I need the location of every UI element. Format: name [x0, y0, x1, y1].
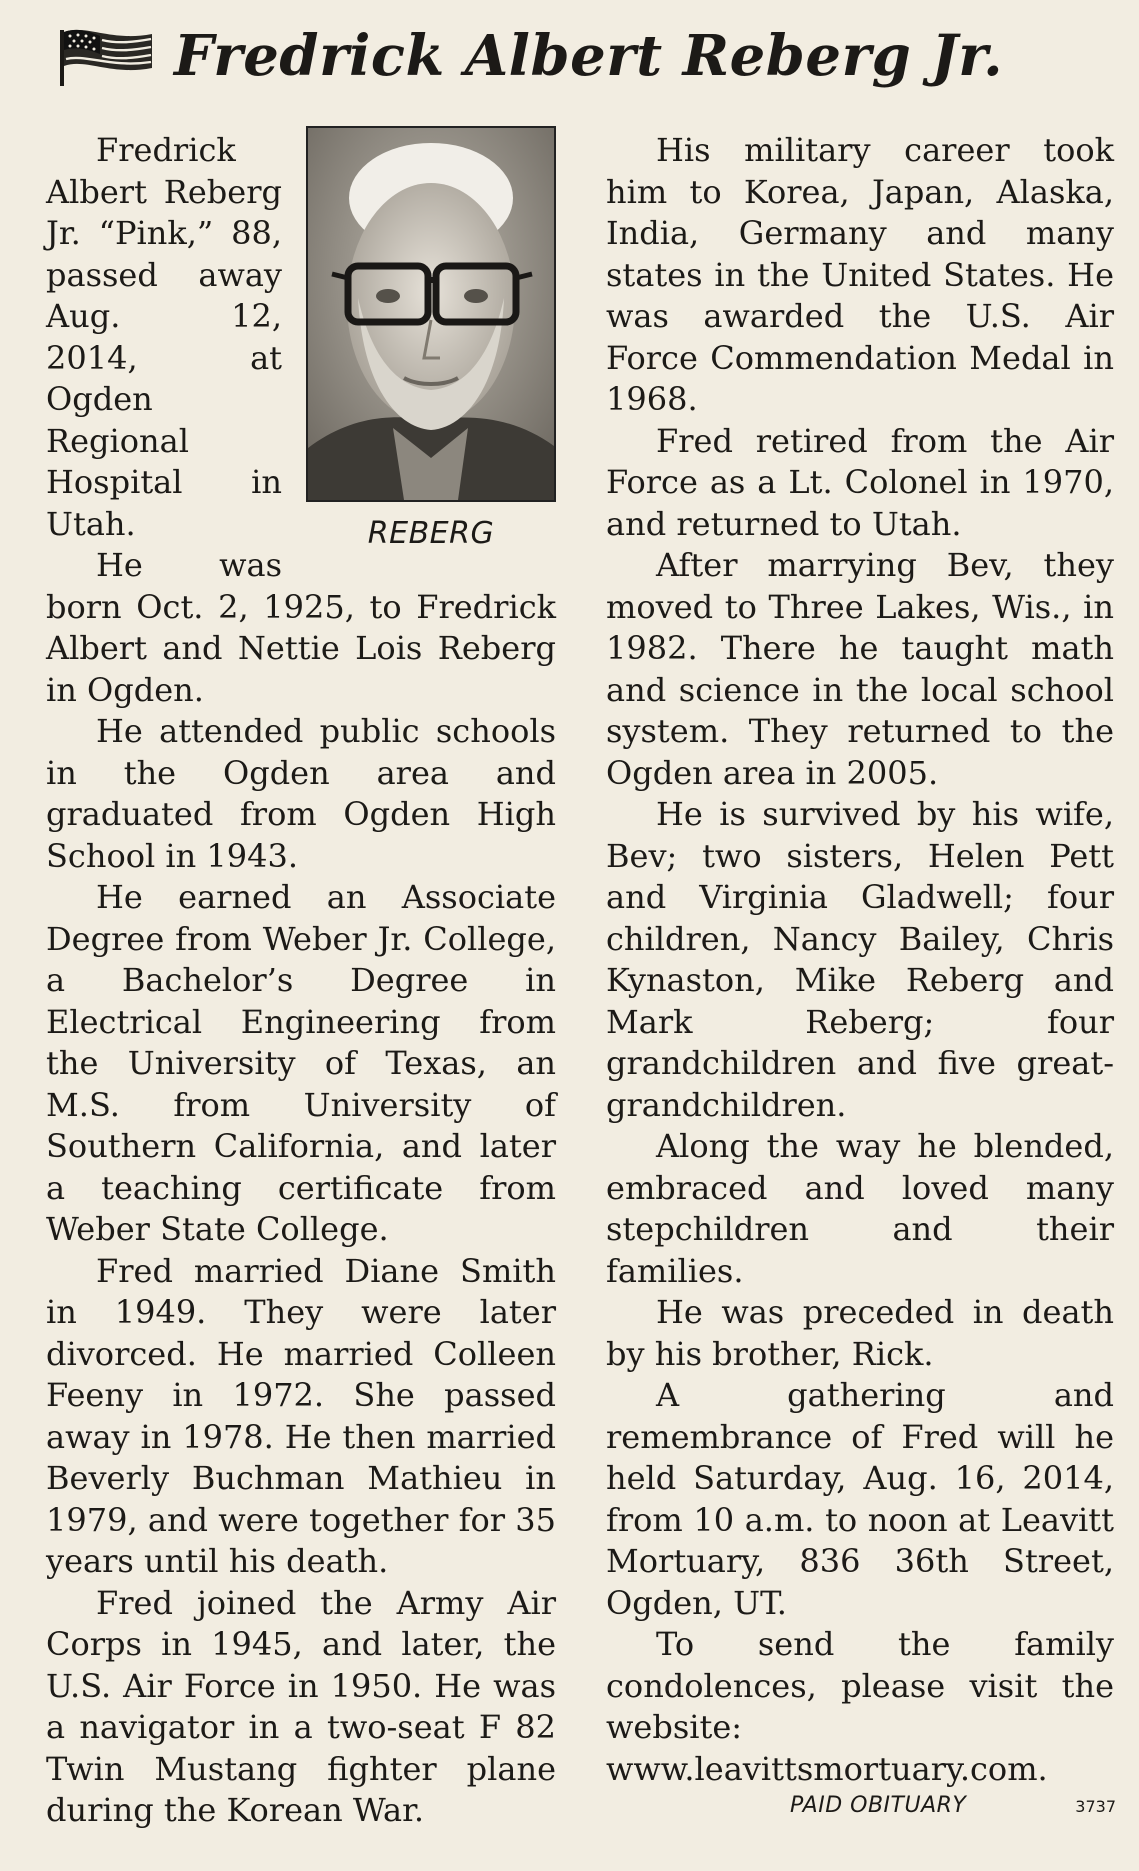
- paragraph: To send the family condolences, please visit the website: www.leavittsmortuary.com.: [606, 1625, 1114, 1788]
- obituary-header: [56, 16, 1106, 96]
- paragraph: Fred married Diane Smith in 1949. They were later divorced. He married Colleen Feeny in 1972. She passed away in 1978. He then married Beverly Buchman Mathieu in 1979, and were together for 35 years until his death.: [46, 1251, 556, 1580]
- american-flag-icon: [56, 24, 156, 88]
- paragraph: He attended public schools in the Ogden area and graduated from Ogden High School in 1943.: [46, 712, 556, 875]
- paragraph: Fred retired from the Air Force as a Lt. Colonel in 1970, and returned to Utah.: [606, 421, 1114, 543]
- paragraph: His military career took him to Korea, Japan, Alaska, India, Germany and many states in the United States. He was awarded the U.S. Air Force Commendation Medal in 1968.: [606, 131, 1114, 418]
- right-column: [606, 130, 1114, 1790]
- left-column: [46, 130, 556, 1832]
- paragraph: After marrying Bev, they moved to Three Lakes, Wis., in 1982. There he taught math and science in the local school system. They returned to the Ogden area in 2005.: [606, 546, 1114, 792]
- portrait-photo: [306, 126, 556, 502]
- paragraph: Fred joined the Army Air Corps in 1945, and later, the U.S. Air Force in 1950. He was a navigator in a two-seat F 82 Twin Mustang fighter plane during the Korean War.: [46, 1583, 556, 1829]
- paragraph: Along the way he blended, embraced and loved many stepchildren and their families.: [606, 1127, 1114, 1290]
- portrait-caption: REBERG: [367, 516, 495, 551]
- paid-obituary-label: PAID OBITUARY: [790, 1793, 967, 1818]
- obituary-footer: [790, 1793, 1116, 1818]
- paragraph: Fredrick Albert Reberg Jr. “Pink,” 88, passed away Aug. 12, 2014, at Ogden Regional Hospital in Utah.: [46, 131, 282, 543]
- obituary-title: Fredrick Albert Reberg Jr.: [174, 23, 1004, 89]
- portrait-figure: [306, 126, 556, 554]
- paragraph: He earned an Associate Degree from Weber Jr. College, a Bachelor’s Degree in Electrical Engineering from the University of Texas, an M.S. from University of Southern California, and later a teaching certificate from Weber State College.: [46, 878, 556, 1248]
- paragraph: He was born Oct. 2, 1925, to Fredrick Albert and Nettie Lois Reberg in Ogden.: [46, 546, 556, 709]
- paragraph: A gathering and remembrance of Fred will he held Saturday, Aug. 16, 2014, from 10 a.m. to noon at Leavitt Mortuary, 836 36th Street, Ogden, UT.: [606, 1376, 1114, 1622]
- ad-code: 3737: [1075, 1797, 1116, 1816]
- paragraph: He is survived by his wife, Bev; two sisters, Helen Pett and Virginia Gladwell; four children, Nancy Bailey, Chris Kynaston, Mike Reberg and Mark Reberg; four grandchildren and five great-grandchildren.: [606, 795, 1114, 1124]
- paragraph: He was preceded in death by his brother, Rick.: [606, 1293, 1114, 1373]
